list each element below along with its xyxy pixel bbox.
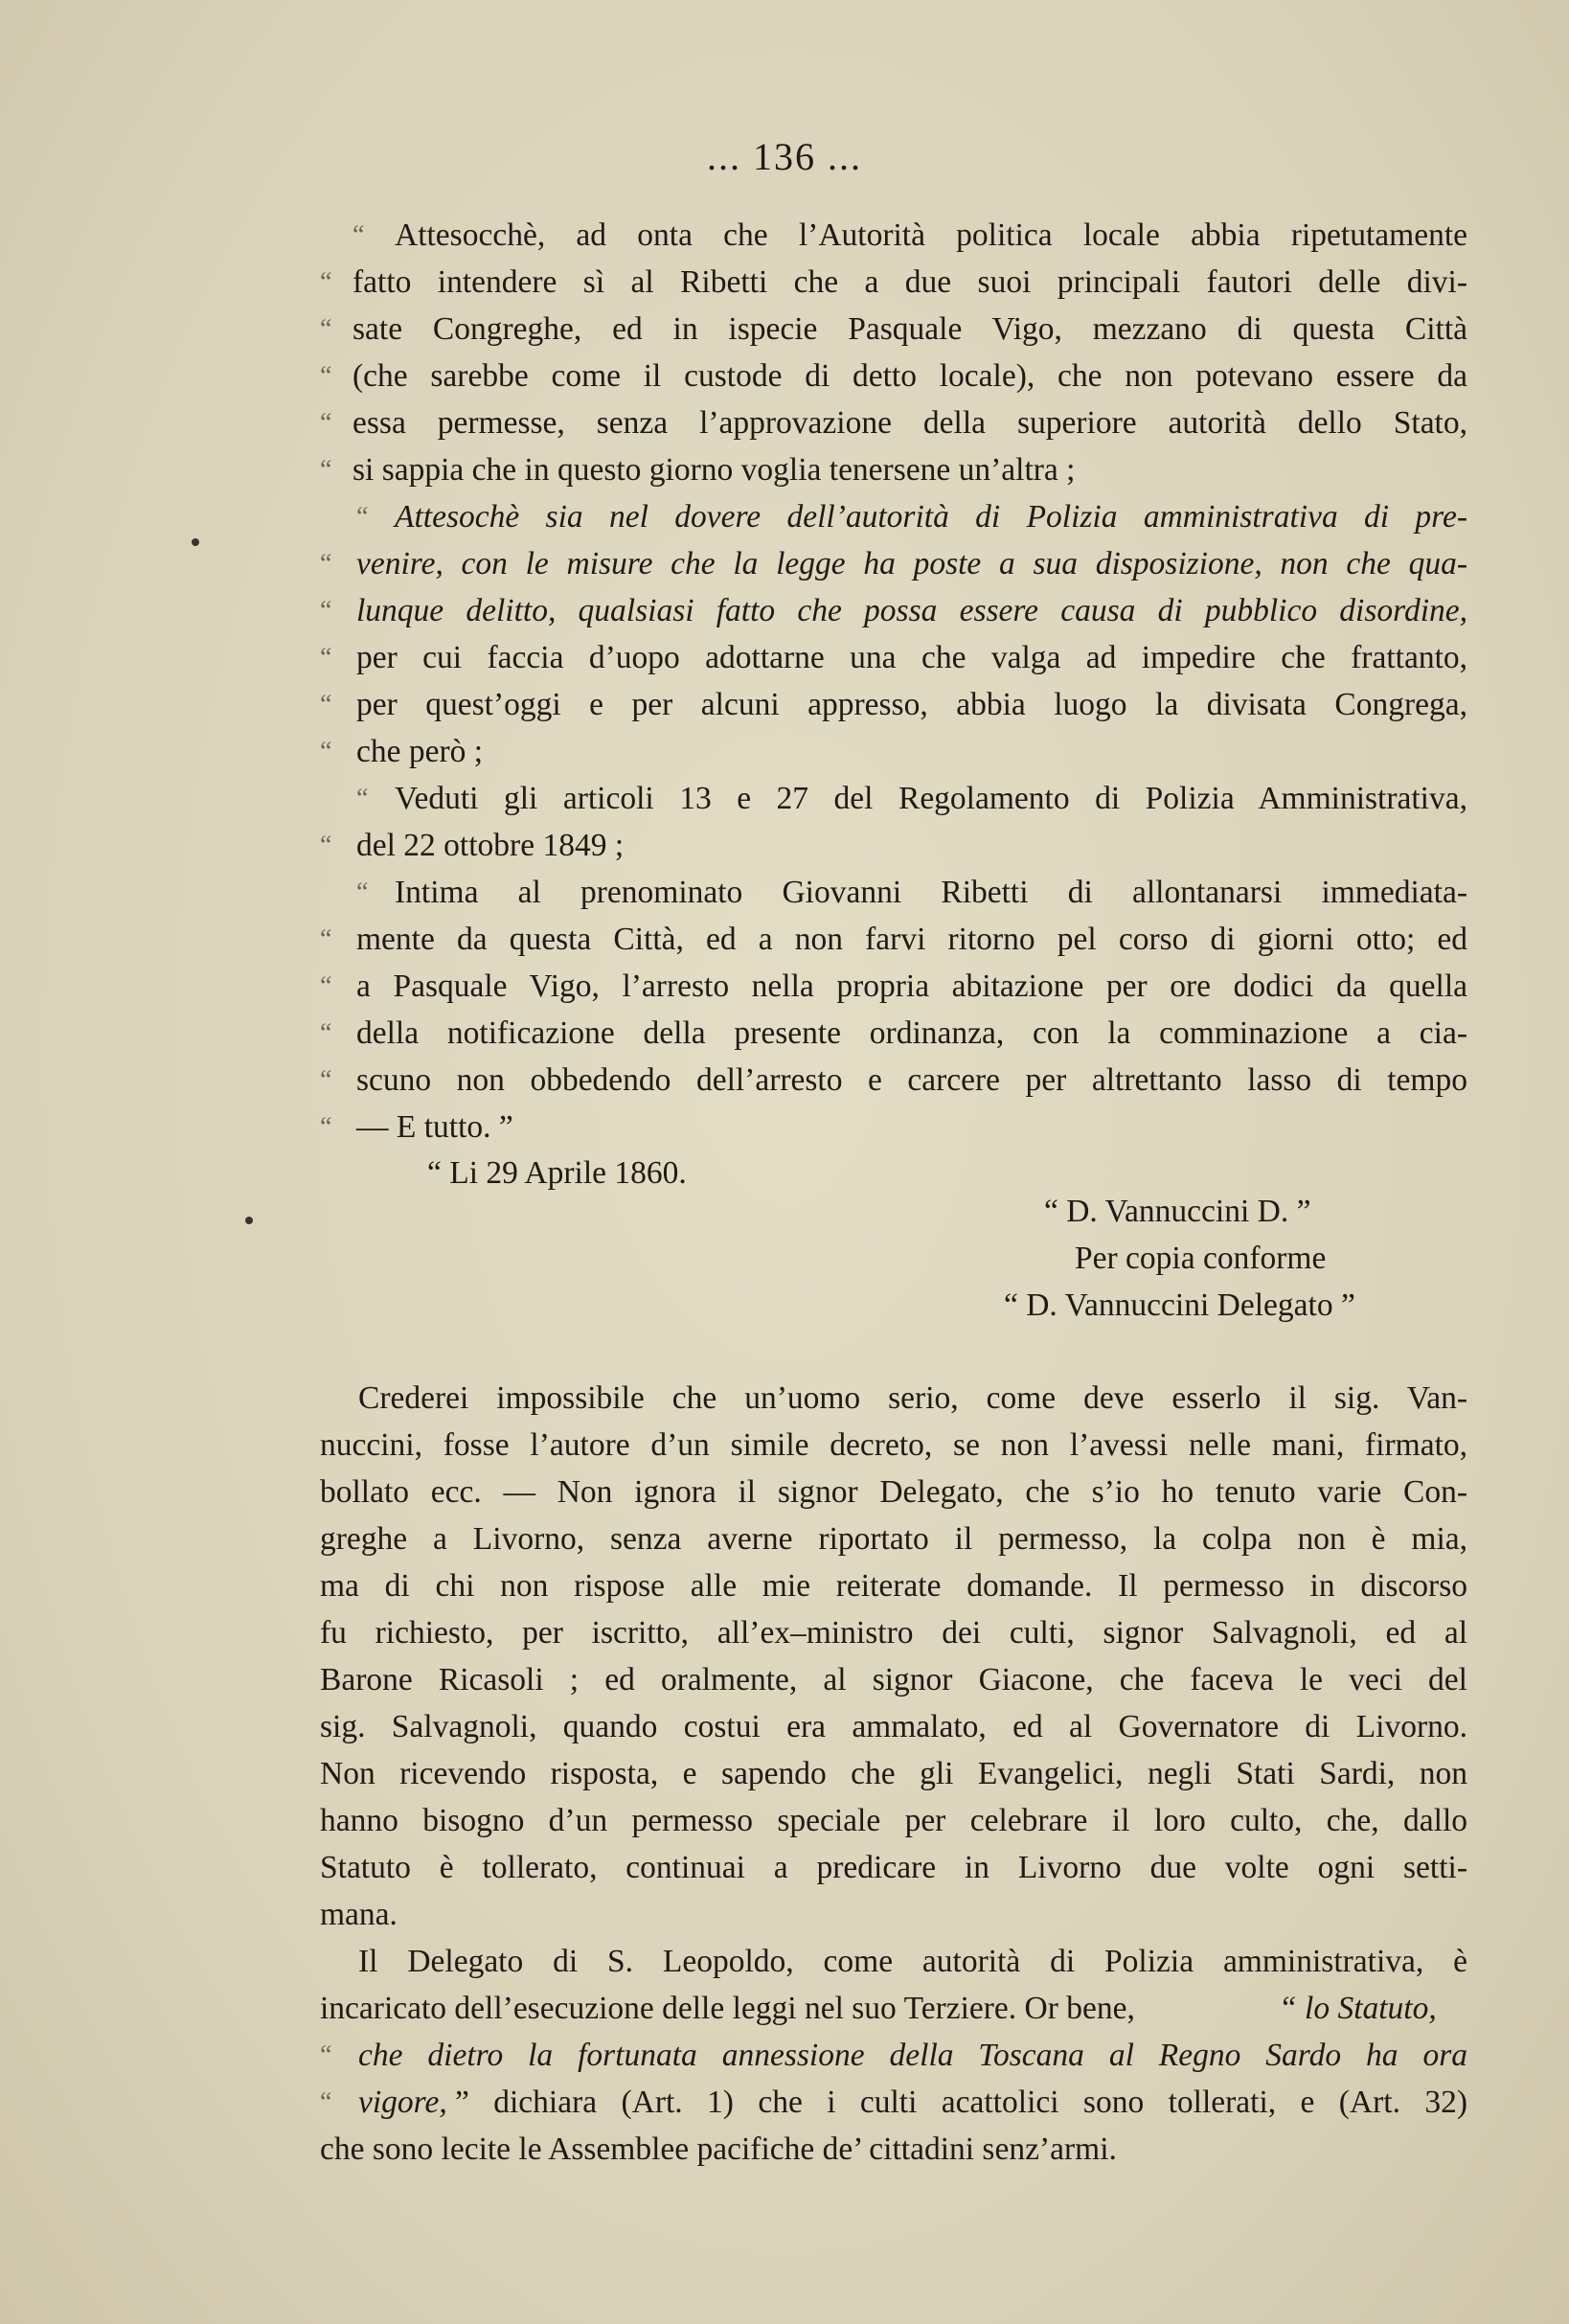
quote-mark: “ [320, 361, 332, 391]
decree-line: si sappia che in questo giorno voglia tenersene un’altra ; [352, 452, 1076, 488]
quote-mark: “ [320, 2040, 332, 2070]
decree-line: lunque delitto, qualsiasi fatto che possa essere causa di pubblico disordine, [356, 593, 1467, 628]
decree-line: che però ; [356, 734, 484, 769]
quote-mark: “ [320, 1018, 332, 1048]
decree-line: (che sarebbe come il custode di detto locale), che non potevano essere da [352, 358, 1467, 394]
decree-line: per quest’oggi e per alcuni appresso, abbia luogo la divisata Congrega, [356, 687, 1467, 722]
quote-mark: “ [320, 924, 332, 954]
commentary-line: ” dichiara (Art. 1) che i culti acattolici sono tollerati, e (Art. 32) [455, 2085, 1467, 2120]
statuto-quote-line: che dietro la fortunata annessione della Toscana al Regno Sardo ha ora [358, 2038, 1467, 2073]
quote-mark: “ [356, 877, 369, 907]
signature-line: “ D. Vannuccini Delegato ” [1004, 1287, 1355, 1323]
decree-line: del 22 ottobre 1849 ; [356, 828, 625, 863]
commentary-line: incaricato dell’esecuzione delle leggi nel suo Terziere. Or bene, [320, 1991, 1135, 2026]
commentary-line: Statuto è tollerato, continuai a predicare in Livorno due volte ogni setti- [320, 1850, 1467, 1885]
quote-mark: “ [320, 1065, 332, 1095]
quote-mark: “ [320, 455, 332, 485]
commentary-line: che sono lecite le Assemblee pacifiche de’ cittadini senz’armi. [320, 2131, 1117, 2167]
decree-line: Attesocchè, ad onta che l’Autorità politica locale abbia ripetutamente [395, 217, 1467, 253]
quote-mark: “ [320, 314, 332, 344]
commentary-line: fu richiesto, per iscritto, all’ex–ministro dei culti, signor Salvagnoli, ed al [320, 1615, 1467, 1651]
decree-line: scuno non obbedendo dell’arresto e carcere per altrettanto lasso di tempo [356, 1062, 1467, 1098]
commentary-line: nuccini, fosse l’autore d’un simile decreto, se non l’avessi nelle mani, firmato, [320, 1427, 1467, 1463]
commentary-line: ma di chi non rispose alle mie reiterate domande. Il permesso in discorso [320, 1568, 1467, 1604]
decree-line: venire, con le misure che la legge ha poste a sua disposizione, non che qua- [356, 546, 1467, 581]
quote-mark: “ [320, 267, 332, 297]
decree-line: fatto intendere sì al Ribetti che a due suoi principali fautori delle divi- [352, 264, 1467, 300]
commentary-line: sig. Salvagnoli, quando costui era ammalato, ed al Governatore di Livorno. [320, 1709, 1467, 1744]
decree-line: per cui faccia d’uopo adottarne una che valga ad impedire che frattanto, [356, 640, 1467, 675]
commentary-line: mana. [320, 1897, 398, 1932]
quote-mark: “ [320, 596, 332, 626]
decree-line: mente da questa Città, ed a non farvi ritorno pel corso di giorni otto; ed [356, 922, 1467, 957]
ink-spot [245, 1217, 253, 1224]
decree-line: della notificazione della presente ordinanza, con la comminazione a cia- [356, 1015, 1467, 1051]
statuto-quote-start: “ lo Statuto, [1279, 1991, 1437, 2026]
quote-mark: “ [356, 784, 369, 813]
quote-mark: “ [352, 220, 365, 250]
quote-mark: “ [320, 2087, 332, 2117]
commentary-line: Non ricevendo risposta, e sapendo che gli Evangelici, negli Stati Sardi, non [320, 1756, 1467, 1791]
decree-line: Intima al prenominato Giovanni Ribetti di allontanarsi immediata- [395, 875, 1467, 910]
quote-mark: “ [320, 831, 332, 860]
quote-mark: “ [320, 690, 332, 719]
decree-date: “ Li 29 Aprile 1860. [427, 1155, 687, 1191]
signature-line: Per copia conforme [1075, 1241, 1327, 1276]
decree-line: Veduti gli articoli 13 e 27 del Regolamento di Polizia Amministrativa, [395, 781, 1467, 816]
quote-mark: “ [320, 1112, 332, 1142]
commentary-line: Il Delegato di S. Leopoldo, come autorità di Polizia amministrativa, è [358, 1944, 1467, 1979]
quote-mark: “ [320, 971, 332, 1001]
quote-mark: “ [320, 643, 332, 672]
commentary-line: greghe a Livorno, senza averne riportato il permesso, la colpa non è mia, [320, 1521, 1467, 1557]
quote-mark: “ [356, 502, 369, 532]
decree-line: essa permesse, senza l’approvazione della superiore autorità dello Stato, [352, 405, 1467, 441]
quote-mark: “ [320, 549, 332, 579]
ink-spot [192, 538, 199, 546]
decree-line: sate Congreghe, ed in ispecie Pasquale Vigo, mezzano di questa Città [352, 311, 1467, 347]
page-number: ... 136 ... [707, 135, 862, 178]
statuto-quote-end: vigore, [358, 2085, 447, 2120]
decree-line: — E tutto. ” [356, 1109, 513, 1145]
commentary-line: Barone Ricasoli ; ed oralmente, al signor Giacone, che faceva le veci del [320, 1662, 1467, 1697]
decree-line: Attesochè sia nel dovere dell’autorità di Polizia amministrativa di pre- [395, 499, 1467, 535]
signature-line: “ D. Vannuccini D. ” [1044, 1194, 1311, 1229]
quote-mark: “ [320, 408, 332, 438]
decree-line: a Pasquale Vigo, l’arresto nella propria abitazione per ore dodici da quella [356, 968, 1467, 1004]
quote-mark: “ [320, 737, 332, 766]
commentary-line: bollato ecc. — Non ignora il signor Delegato, che s’io ho tenuto varie Con- [320, 1474, 1467, 1510]
commentary-line: Crederei impossibile che un’uomo serio, come deve esserlo il sig. Van- [358, 1380, 1467, 1416]
commentary-line: hanno bisogno d’un permesso speciale per celebrare il loro culto, che, dallo [320, 1803, 1467, 1838]
